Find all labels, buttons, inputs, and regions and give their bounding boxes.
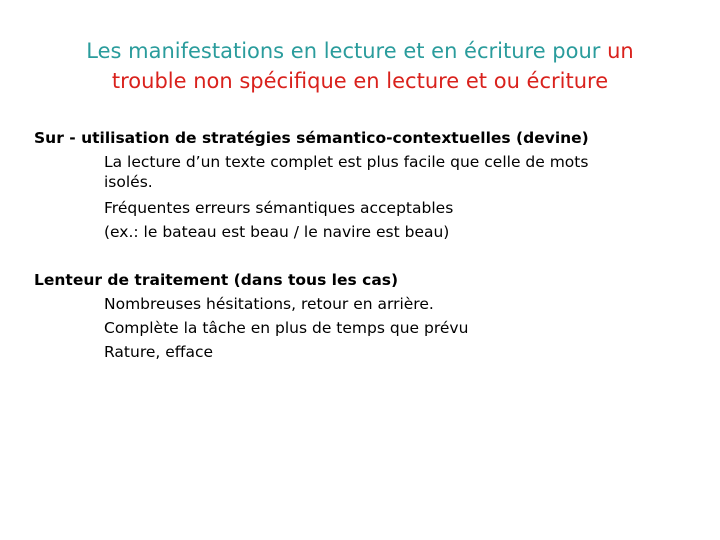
title-line2: trouble non spécifique en lecture et ou écriture: [111, 69, 609, 93]
title-part1: Les manifestations en lecture et en écriture pour: [86, 39, 601, 63]
section-heading-2: Lenteur de traitement (dans tous les cas): [34, 271, 399, 289]
section-2-item-1: Nombreuses hésitations, retour en arrière.: [104, 295, 434, 313]
section-gap: [34, 244, 684, 268]
slide-body: [34, 126, 684, 364]
section-2-item-3: Rature, efface: [104, 343, 214, 361]
section-1-item-1: La lecture d’un texte complet est plus facile que celle de mots isolés.: [104, 153, 589, 191]
section-heading-1: Sur - utilisation de stratégies sémantico-contextuelles (devine): [34, 129, 589, 147]
title-accent: un: [607, 39, 634, 63]
section-1-item-3: (ex.: le bateau est beau / le navire est beau): [104, 223, 450, 241]
section-1-item-2: Fréquentes erreurs sémantiques acceptables: [104, 199, 454, 217]
slide-title: [40, 36, 680, 96]
section-2-item-2: Complète la tâche en plus de temps que prévu: [104, 319, 469, 337]
